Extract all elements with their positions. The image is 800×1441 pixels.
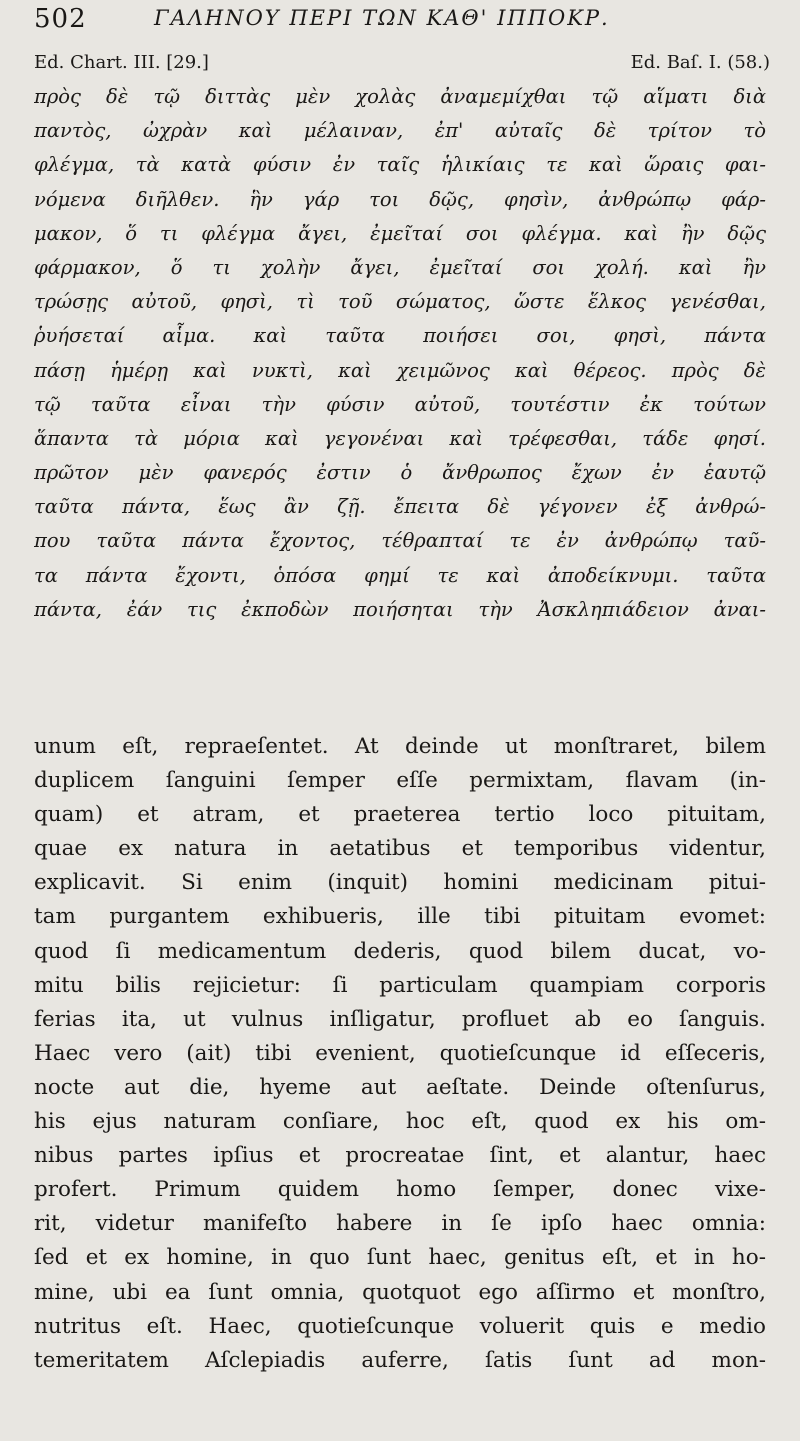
- latin-line: tam purgantem exhibueris, ille tibi pituitam evomet:: [34, 904, 766, 930]
- greek-line: ῥυήσεταί αἷμα. καὶ ταῦτα ποιήσει σοι, φησὶ, πάντα: [34, 324, 766, 348]
- greek-line: πάσῃ ἡμέρῃ καὶ νυκτὶ, καὶ χειμῶνος καὶ θέρεος. πρὸς δὲ: [34, 358, 766, 382]
- latin-line: rit, videtur manifeſto habere in ſe ipſo haec omnia:: [34, 1211, 766, 1237]
- latin-line: nibus partes ipſius et procreatae ſint, et alantur, haec: [34, 1143, 766, 1169]
- greek-line: παντὸς, ὠχρὰν καὶ μέλαιναν, ἐπ' αὐταῖς δὲ τρίτον τὸ: [34, 119, 766, 143]
- latin-text-block: [34, 730, 766, 1378]
- greek-line: τρώσῃς αὐτοῦ, φησὶ, τὶ τοῦ σώματος, ὥστε ἕλκος γενέσθαι,: [34, 290, 766, 314]
- latin-line: quod ſi medicamentum dederis, quod bilem ducat, vo-: [34, 938, 766, 964]
- greek-line: που ταῦτα πάντα ἔχοντος, τέθραπταί τε ἐν ἀνθρώπῳ ταῦ-: [34, 529, 766, 553]
- edition-chartier-reference: Ed. Chart. III. [29.]: [34, 52, 209, 73]
- latin-line: Haec vero (ait) tibi evenient, quotieſcunque id eſſeceris,: [34, 1040, 766, 1066]
- edition-reference-line: [34, 52, 770, 78]
- greek-line: τα πάντα ἔχοντι, ὁπόσα φημί τε καὶ ἀποδείκνυμι. ταῦτα: [34, 563, 766, 587]
- page-number: 502: [34, 4, 87, 34]
- latin-line: nocte aut die, hyeme aut aeſtate. Deinde oſtenſurus,: [34, 1074, 766, 1100]
- greek-line: φλέγμα, τὰ κατὰ φύσιν ἐν ταῖς ἡλικίαις τε καὶ ὥραις φαι-: [34, 153, 766, 177]
- greek-line: πρὸς δὲ τῷ διττὰς μὲν χολὰς ἀναμεμίχθαι τῷ αἵματι διὰ: [34, 85, 766, 108]
- latin-line: duplicem ſanguini ſemper eſſe permixtam, flavam (in-: [34, 768, 766, 794]
- greek-line: πάντα, ἐάν τις ἐκποδὼν ποιήσηται τὴν Ἀσκληπιάδειον ἀναι-: [34, 597, 766, 621]
- latin-line: temeritatem Aſclepiadis auferre, ſatis ſunt ad mon-: [34, 1347, 766, 1373]
- latin-line: quam) et atram, et praeterea tertio loco pituitam,: [34, 802, 766, 828]
- latin-line: quae ex natura in aetatibus et temporibus videntur,: [34, 836, 766, 862]
- running-title: ΓΑΛΗΝΟΥ ΠΕΡΙ ΤΩΝ ΚΑΘ' ΙΠΠΟΚΡ.: [154, 6, 610, 30]
- greek-line: ἅπαντα τὰ μόρια καὶ γεγονέναι καὶ τρέφεσθαι, τάδε φησί.: [34, 426, 766, 450]
- running-head: [34, 4, 774, 40]
- latin-line: mine, ubi ea ſunt omnia, quotquot ego aſſirmo et monſtro,: [34, 1279, 766, 1305]
- greek-line: ταῦτα πάντα, ἕως ἂν ζῇ. ἔπειτα δὲ γέγονεν ἐξ ἀνθρώ-: [34, 495, 766, 519]
- latin-line: mitu bilis rejicietur: ſi particulam quampiam corporis: [34, 972, 766, 998]
- latin-line: explicavit. Si enim (inquit) homini medicinam pitui-: [34, 870, 766, 896]
- latin-line: ferias ita, ut vulnus inſligatur, profluet ab eo ſanguis.: [34, 1006, 766, 1032]
- latin-line: nutritus eſt. Haec, quotieſcunque voluerit quis e medio: [34, 1313, 766, 1339]
- greek-line: νόμενα διῆλθεν. ἣν γάρ τοι δῷς, φησὶν, ἀνθρώπῳ φάρ-: [34, 187, 766, 211]
- greek-line: τῷ ταῦτα εἶναι τὴν φύσιν αὐτοῦ, τουτέστιν ἐκ τούτων: [34, 392, 766, 416]
- latin-line: his ejus naturam conſiare, hoc eſt, quod ex his om-: [34, 1109, 766, 1135]
- latin-line: profert. Primum quidem homo ſemper, donec vixe-: [34, 1177, 766, 1203]
- greek-text-block: [34, 80, 766, 627]
- edition-basel-reference: Ed. Baſ. I. (58.): [630, 52, 770, 73]
- greek-line: μακον, ὅ τι φλέγμα ἄγει, ἐμεῖταί σοι φλέγμα. καὶ ἢν δῷς: [34, 221, 766, 245]
- greek-line: πρῶτον μὲν φανερός ἐστιν ὁ ἄνθρωπος ἔχων ἐν ἑαυτῷ: [34, 461, 766, 485]
- latin-line: ſed et ex homine, in quo ſunt haec, genitus eſt, et in ho-: [34, 1245, 766, 1271]
- greek-line: φάρμακον, ὅ τι χολὴν ἄγει, ἐμεῖταί σοι χολή. καὶ ἢν: [34, 255, 766, 279]
- latin-line: unum eſt, repraeſentet. At deinde ut monſtraret, bilem: [34, 734, 766, 759]
